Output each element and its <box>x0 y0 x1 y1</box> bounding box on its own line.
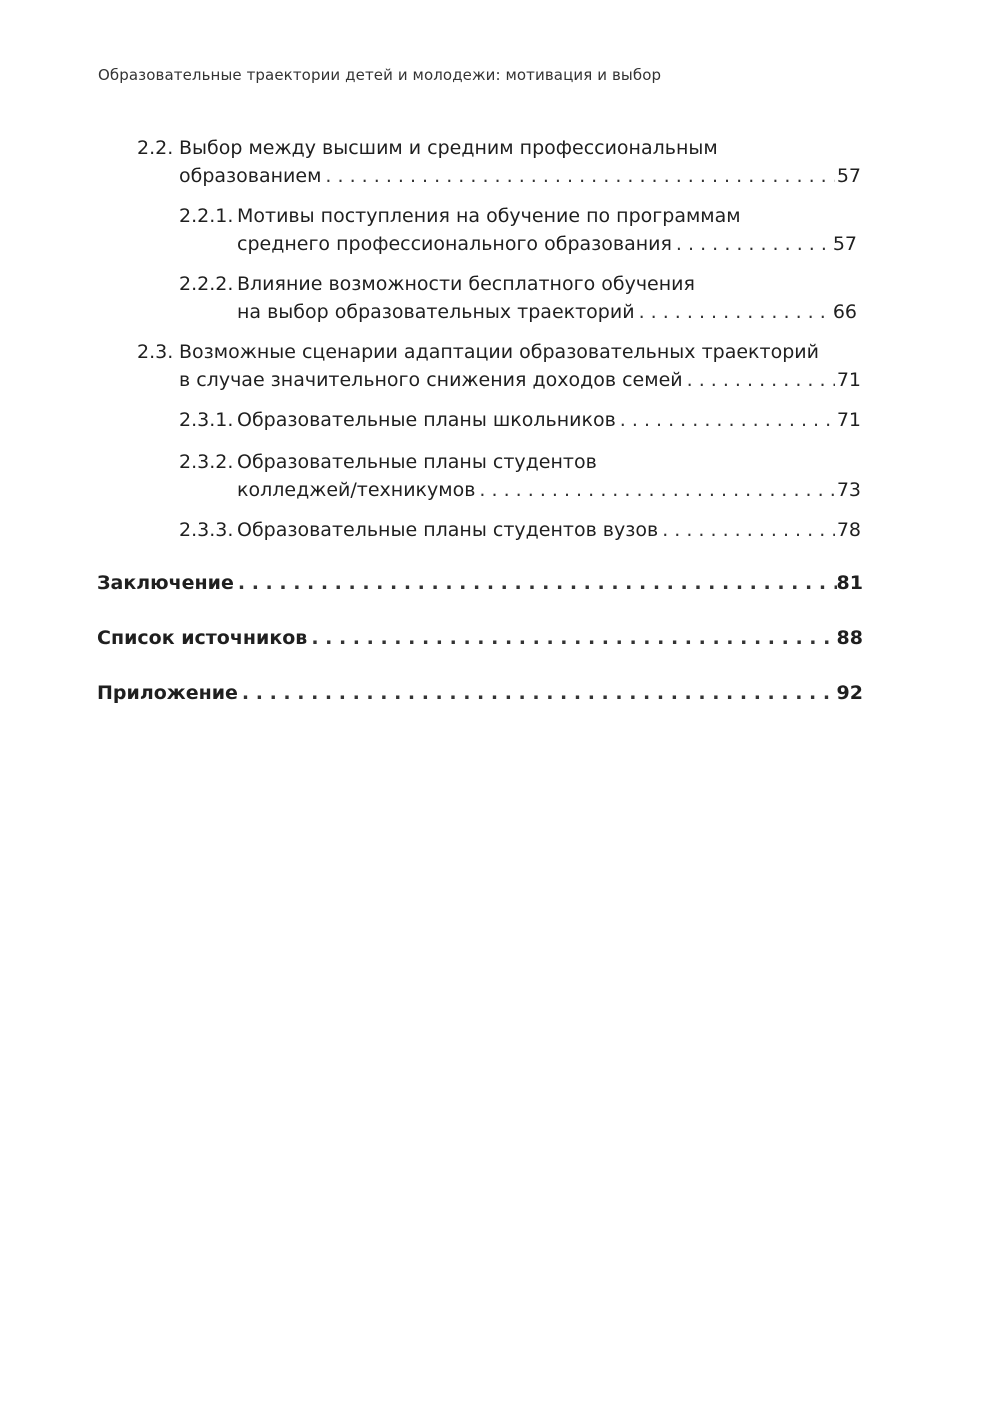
toc-entry-2-2-1[interactable] <box>179 202 857 258</box>
toc-entry-title-line: в случае значительного снижения доходов семей <box>179 369 683 391</box>
toc-entry-title-line: Влияние возможности бесплатного обучения <box>237 273 695 295</box>
toc-entry-page: 73 <box>836 479 861 501</box>
toc-entry-title-line: колледжей/техникумов <box>237 479 476 501</box>
toc-entry-page: 71 <box>836 369 861 391</box>
toc-entry-2-2[interactable] <box>137 134 861 190</box>
dot-leader <box>658 516 835 544</box>
toc-entry-title-line: Образовательные планы студентов вузов <box>237 519 659 541</box>
toc-entry-number: 2.2.2. <box>179 273 234 295</box>
toc-entry-2-3[interactable] <box>137 338 861 394</box>
dot-leader <box>321 162 835 190</box>
toc-entry-number: 2.2. <box>137 137 174 159</box>
toc-entry-number: 2.3.1. <box>179 409 234 431</box>
toc-entry-title-line: Образовательные планы школьников <box>237 409 616 431</box>
toc-entry-conclusion[interactable] <box>97 569 863 597</box>
toc-entry-page: 88 <box>836 627 863 649</box>
toc-entry-page: 57 <box>832 233 857 255</box>
toc-entry-number: 2.2.1. <box>179 205 234 227</box>
dot-leader <box>672 230 831 258</box>
toc-entry-2-3-2[interactable] <box>179 448 861 504</box>
running-header: Образовательные траектории детей и молодежи: мотивация и выбор <box>98 66 662 84</box>
toc-entry-2-3-3[interactable] <box>179 516 861 544</box>
toc-entry-page: 78 <box>836 519 861 541</box>
toc-entry-appendix[interactable] <box>97 679 863 707</box>
toc-entry-title-line: на выбор образовательных траекторий <box>237 301 635 323</box>
dot-leader <box>234 569 837 597</box>
toc-entry-page: 81 <box>836 572 863 594</box>
toc-entry-number: 2.3.2. <box>179 451 234 473</box>
toc-entry-title-line: Образовательные планы студентов <box>237 451 597 473</box>
dot-leader <box>238 679 837 707</box>
dot-leader <box>683 366 835 394</box>
toc-entry-title-line: Возможные сценарии адаптации образовательных траекторий <box>179 341 819 363</box>
toc-entry-title-line: образованием <box>179 165 322 187</box>
toc-entry-number: 2.3.3. <box>179 519 234 541</box>
toc-entry-title-line: Приложение <box>97 682 238 704</box>
toc-entry-references[interactable] <box>97 624 863 652</box>
toc-entry-2-3-1[interactable] <box>179 406 861 434</box>
toc-entry-page: 57 <box>836 165 861 187</box>
toc-entry-title-line: Список источников <box>97 627 308 649</box>
dot-leader <box>307 624 836 652</box>
toc-entry-title-line: Мотивы поступления на обучение по программам <box>237 205 741 227</box>
toc-entry-title-line: Заключение <box>97 572 234 594</box>
toc-entry-number: 2.3. <box>137 341 174 363</box>
toc-entry-page: 66 <box>832 301 857 323</box>
toc-entry-title-line: Выбор между высшим и средним профессиональным <box>179 137 718 159</box>
toc-entry-title-line: среднего профессионального образования <box>237 233 672 255</box>
toc-entry-2-2-2[interactable] <box>179 270 857 326</box>
toc-entry-page: 92 <box>836 682 863 704</box>
dot-leader <box>635 298 831 326</box>
dot-leader <box>616 406 835 434</box>
dot-leader <box>475 476 835 504</box>
toc-entry-page: 71 <box>836 409 861 431</box>
